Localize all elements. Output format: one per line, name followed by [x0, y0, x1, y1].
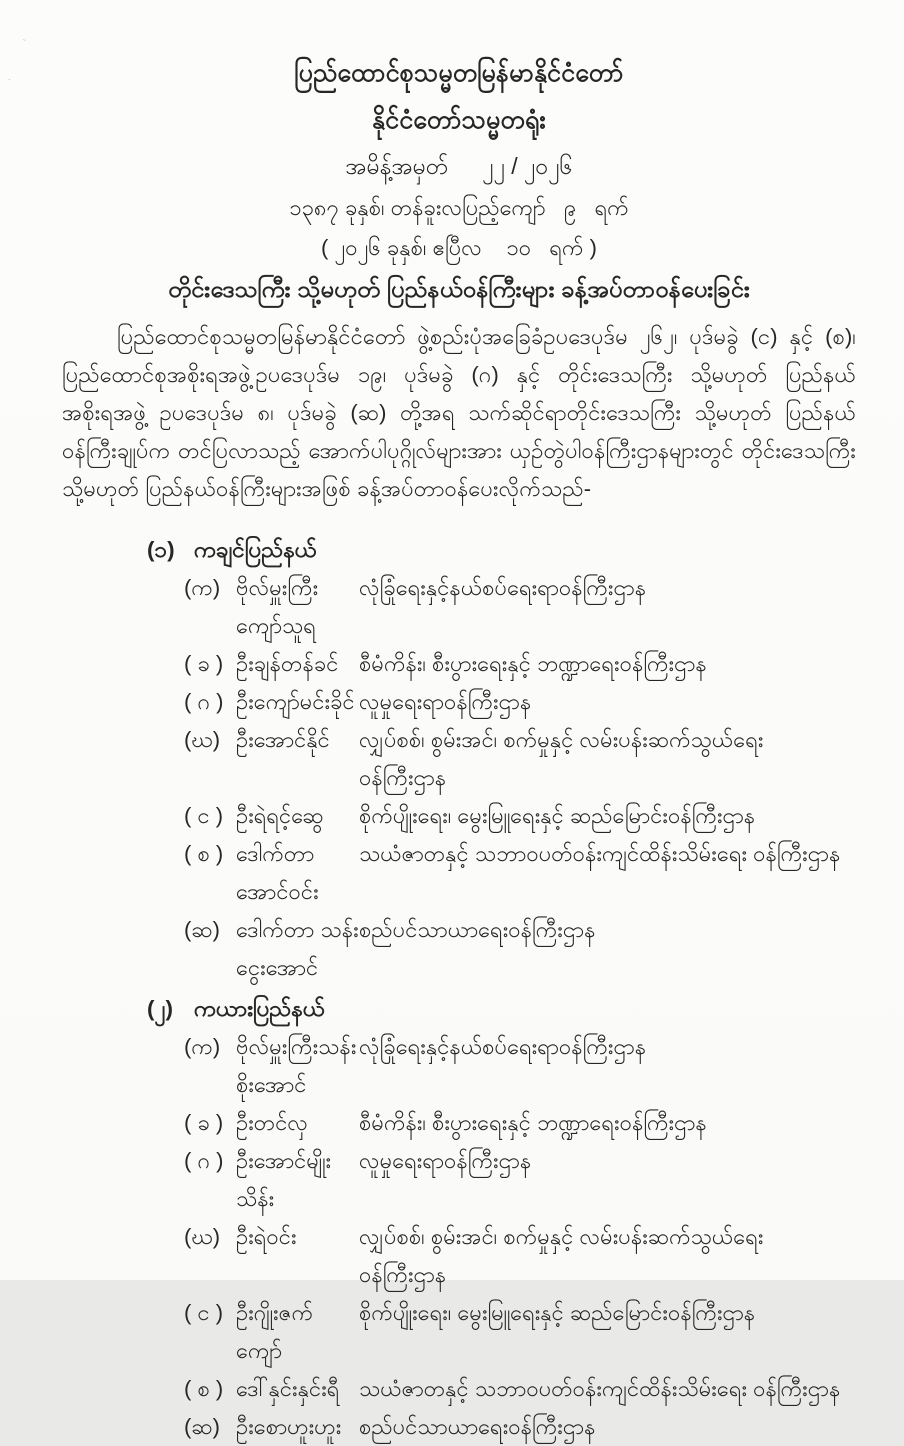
appointee-name: ဦးချန်တန်ခင်	[236, 651, 339, 676]
section-number: (၁)	[147, 537, 175, 562]
appointee-name: ဦးကျော်မင်းခိုင်	[236, 689, 355, 714]
appointment-row	[184, 835, 856, 911]
row-label: (က)	[184, 575, 221, 600]
ministry-name: လျှပ်စစ်၊ စွမ်းအင်၊ စက်မှုနှင့် လမ်းပန်းဆက်သွယ်ရေး ဝန်ကြီးဌာန	[359, 727, 764, 790]
appointment-row	[184, 1408, 856, 1446]
preamble-paragraph: ပြည်ထောင်စုသမ္မတမြန်မာနိုင်ငံတော် ဖွဲ့စည်းပုံအခြေခံဥပဒေပုဒ်မ ၂၆၂၊ ပုဒ်မခွဲ (င) နှင့် (စ)၊ ပြည်ထောင်စုအစိုးရအဖွဲ့ဥပဒေပုဒ်မ ၁၉၊ ပုဒ်မခွဲ (ဂ) နှင့် တိုင်းဒေသကြီး သို့မဟုတ် ပြည်နယ်အစိုးရအဖွဲ့ ဥပဒေပုဒ်မ ၈၊ ပုဒ်မခွဲ (ဆ) တို့အရ သက်ဆိုင်ရာတိုင်းဒေသကြီး သို့မဟုတ် ပြည်နယ်ဝန်ကြီးချုပ်က တင်ပြလာသည့် အောက်ပါပုဂ္ဂိုလ်များအား ယှဉ်တွဲပါဝန်ကြီးဌာနများတွင် တိုင်းဒေသကြီး သို့မဟုတ် ပြည်နယ်ဝန်ကြီးများအဖြစ် ခန့်အပ်တာဝန်ပေးလိုက်သည်-	[62, 324, 856, 501]
row-label: ( ဂ )	[184, 689, 224, 714]
country-title: ပြည်ထောင်စုသမ္မတမြန်မာနိုင်ငံတော်	[294, 59, 624, 87]
ministry-name: သယံဇာတနှင့် သဘာဝပတ်ဝန်းကျင်ထိန်းသိမ်းရေး ဝန်ကြီးဌာန	[359, 841, 841, 866]
appointment-row	[184, 1294, 856, 1370]
scan-artifact: .	[8, 72, 11, 82]
row-label: ( င )	[184, 1300, 224, 1325]
appointee-name: ဦးအောင်မျိုးသိန်း	[236, 1148, 332, 1211]
appointment-row	[184, 645, 856, 683]
row-label: (က)	[184, 1034, 221, 1059]
section-kayah-state	[147, 990, 856, 1446]
ministry-name: လျှပ်စစ်၊ စွမ်းအင်၊ စက်မှုနှင့် လမ်းပန်းဆက်သွယ်ရေး ဝန်ကြီးဌာန	[359, 1224, 764, 1287]
gregorian-date: ( ၂၀၂၆ ခုနှစ်၊ ဧပြီလ ၁၀ ရက် )	[321, 235, 597, 260]
myanmar-calendar-date: ၁၃၈၇ ခုနှစ်၊ တန်ခူးလပြည့်ကျော် ၉ ရက်	[289, 195, 629, 220]
appointee-name: ဒေါက်တာ သန်းငွေးအောင်	[236, 917, 359, 980]
row-label: ( င )	[184, 803, 224, 828]
appointee-name: ဦးအောင်နိုင်	[236, 727, 330, 752]
order-number-line	[62, 152, 856, 180]
appointee-name: ဒေါက်တာ အောင်ဝင်း	[236, 841, 319, 904]
row-label: (ဃ)	[184, 727, 221, 752]
appointment-row	[184, 569, 856, 645]
appointee-name: ဦးရဲဝင်း	[236, 1224, 297, 1249]
appointee-name: ဦးစောဟူးဟူး	[236, 1414, 342, 1439]
row-label: ( စ )	[184, 1376, 224, 1401]
section-heading	[147, 990, 856, 1028]
ministry-name: လူမှုရေးရာဝန်ကြီးဌာန	[359, 1148, 532, 1173]
ministry-name: စီမံကိန်း၊ စီးပွားရေးနှင့် ဘဏ္ဍာရေးဝန်ကြီးဌာန	[359, 651, 707, 676]
ministry-name: စိုက်ပျိုးရေး၊ မွေးမြူရေးနှင့် ဆည်မြောင်းဝန်ကြီးဌာန	[359, 1300, 756, 1325]
row-label: (ဃ)	[184, 1224, 221, 1249]
ministry-name: စီမံကိန်း၊ စီးပွားရေးနှင့် ဘဏ္ဍာရေးဝန်ကြီးဌာန	[359, 1110, 707, 1135]
section-heading	[147, 531, 856, 569]
appointee-name: ဦးတင်လှ	[236, 1110, 309, 1135]
appointment-row	[184, 1142, 856, 1218]
appointment-row	[184, 1104, 856, 1142]
ministry-name: စိုက်ပျိုးရေး၊ မွေးမြူရေးနှင့် ဆည်မြောင်းဝန်ကြီးဌာန	[359, 803, 756, 828]
row-label: ( ခ )	[184, 1110, 224, 1135]
office-title: နိုင်ငံတော်သမ္မတရုံး	[372, 106, 546, 134]
appointment-row	[184, 1370, 856, 1408]
appointee-name: ဒေါ်နှင်းနှင်းရီ	[236, 1376, 340, 1401]
subject-title: တိုင်းဒေသကြီး သို့မဟုတ် ပြည်နယ်ဝန်ကြီးများ ခန့်အပ်တာဝန်ပေးခြင်း	[168, 276, 750, 302]
ministry-name: သယံဇာတနှင့် သဘာဝပတ်ဝန်းကျင်ထိန်းသိမ်းရေး ဝန်ကြီးဌာန	[359, 1376, 841, 1401]
section-number: (၂)	[147, 996, 174, 1021]
appointment-row	[184, 1028, 856, 1104]
row-label: ( ခ )	[184, 651, 224, 676]
order-number: ၂၂ / ၂၀၂၆	[482, 153, 573, 179]
appointment-sections	[147, 531, 856, 1446]
section-title: ကချင်ပြည်နယ်	[194, 537, 317, 562]
ministry-name: စည်ပင်သာယာရေးဝန်ကြီးဌာန	[359, 1414, 596, 1439]
appointment-row	[184, 721, 856, 797]
row-label: ( စ )	[184, 841, 224, 866]
section-title: ကယားပြည်နယ်	[194, 996, 325, 1021]
ministry-name: လူမှုရေးရာဝန်ကြီးဌာန	[359, 689, 532, 714]
order-label: အမိန့်အမှတ်	[345, 153, 449, 179]
appointee-name: ဗိုလ်မှူးကြီး ကျော်သူရ	[236, 575, 319, 638]
appointment-row	[184, 797, 856, 835]
appointee-name: ဦးရဲရင့်ဆွေ	[236, 803, 324, 828]
appointment-row	[184, 1218, 856, 1294]
scan-artifact: `	[22, 37, 30, 51]
appointment-row	[184, 911, 856, 987]
document-header	[62, 58, 856, 304]
ministry-name: စည်ပင်သာယာရေးဝန်ကြီးဌာန	[359, 917, 596, 942]
ministry-name: လုံခြုံရေးနှင့်နယ်စပ်ရေးရာဝန်ကြီးဌာန	[359, 1034, 647, 1059]
row-label: (ဆ)	[184, 917, 220, 942]
section-kachin-state	[147, 531, 856, 987]
row-label: (ဆ)	[184, 1414, 220, 1439]
ministry-name: လုံခြုံရေးနှင့်နယ်စပ်ရေးရာဝန်ကြီးဌာန	[359, 575, 647, 600]
appointment-row	[184, 683, 856, 721]
row-label: ( ဂ )	[184, 1148, 224, 1173]
appointee-name: ဗိုလ်မှူးကြီးသန်းစိုးအောင်	[236, 1034, 357, 1097]
appointee-name: ဦးဂျိုးဇက်ကျော်	[236, 1300, 314, 1363]
